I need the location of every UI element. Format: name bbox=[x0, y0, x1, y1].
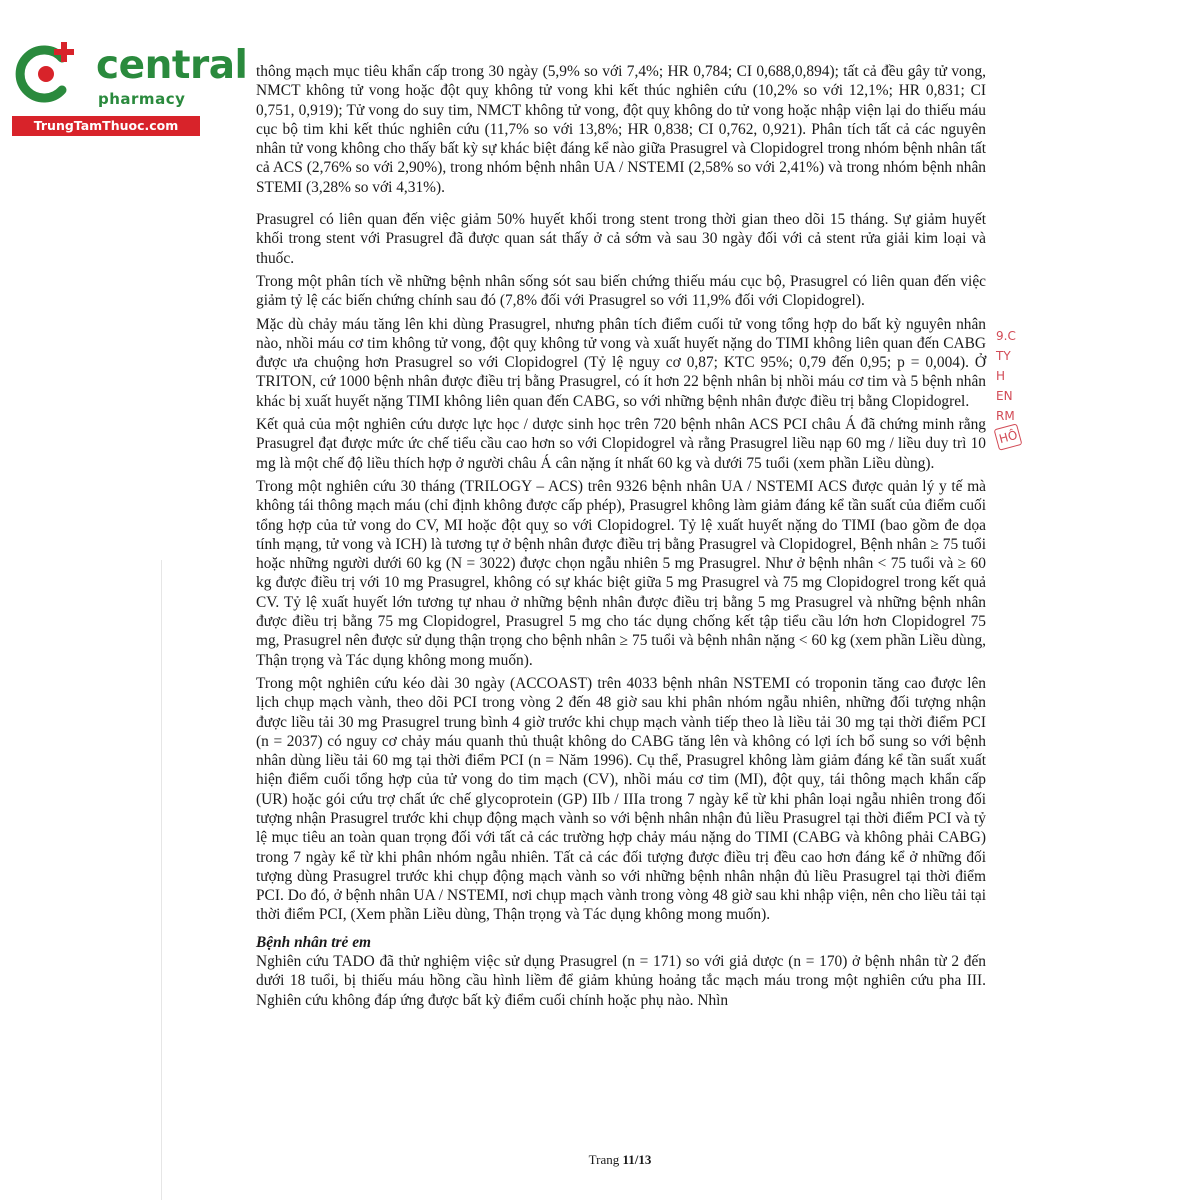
stamp-fragment: 9.C bbox=[996, 329, 1016, 343]
stamp-fragment: H bbox=[996, 369, 1006, 383]
logo-c-mark-icon bbox=[10, 38, 82, 110]
paragraph: Mặc dù chảy máu tăng lên khi dùng Prasugrel, nhưng phân tích điểm cuối tử vong tổng hợp do bất kỳ nguyên nhân nào, nhồi máu cơ tim không tử vong, đột quỵ không tử vong và xuất huyết nặng do TIMI không liên quan đến CABG được ưa chuộng hơn Prasugrel so với Clopidogrel (Tỷ lệ nguy cơ 0,87; KTC 95%; 0,79 đến 0,95; p = 0,004). Ở TRITON, cứ 1000 bệnh nhân được điều trị bằng Prasugrel, có ít hơn 22 bệnh nhân bị nhồi máu cơ tim và 5 bệnh nhân khác bị xuất huyết nặng TIMI không liên quan đến CABG, so với những bệnh nhân được điều trị bằng Clopidogrel. bbox=[256, 315, 986, 410]
paragraph: Nghiên cứu TADO đã thử nghiệm việc sử dụng Prasugrel (n = 171) so với giả dược (n = 170) ở bệnh nhân từ 2 đến dưới 18 tuổi, bị thiếu máu hồng cầu hình liềm để giảm khủng hoảng tắc mạch máu trong một nghiên cứu pha III. Nghiên cứu không đáp ứng được bất kỳ điểm cuối chính hoặc phụ nào. Nhìn bbox=[256, 953, 986, 1009]
logo-wordmark: central bbox=[96, 43, 248, 88]
paragraph: Prasugrel có liên quan đến việc giảm 50% huyết khối trong stent trong thời gian theo dõi 15 tháng. Sự giảm huyết khối trong stent với Prasugrel đã được quan sát thấy ở cả sớm và sau 30 ngày đối với cả stent rửa giải kim loại và thuốc. bbox=[256, 211, 986, 267]
section-heading: Bệnh nhân trẻ em bbox=[256, 933, 372, 951]
paragraph: Trong một nghiên cứu kéo dài 30 ngày (ACCOAST) trên 4033 bệnh nhân NSTEMI có troponin tăng cao được lên lịch chụp mạch vành, theo dõi PCI trong vòng 2 đến 48 giờ sau khi phân nhóm ngẫu nhiên, những đối tượng nhận được liều tải 30 mg Prasugrel trung bình 4 giờ trước khi chụp mạch vành tiếp theo là liều tải 30 mg tại thời điểm PCI (n = 2037) có nguy cơ chảy máu quanh thủ thuật không do CABG tăng lên và không có lợi ích bổ sung so với bệnh nhân dùng liều tải 60 mg tại thời điểm PCI (n = Năm 1996). Cụ thể, Prasugrel không làm giảm đáng kể tần suất xuất hiện điểm cuối tổng hợp của tử vong do tim mạch (CV), nhồi máu cơ tim (MI), đột quỵ, tái thông mạch khẩn cấp (UR) hoặc gói cứu trợ chất ức chế glycoprotein (GP) IIb / IIIa trong 7 ngày kể từ khi phân loại ngẫu nhiên trong đối tượng nhận Prasugrel trước khi chụp động mạch vành so với bệnh nhân nhận đủ liều Prasugrel tại thời điểm PCI và tỷ lệ mục tiêu an toàn quan trọng đối với tất cả các trường hợp chảy máu nặng do TIMI (CABG và không phải CABG) trong 7 ngày kể từ khi phân nhóm ngẫu nhiên. Tất cả các đối tượng được điều trị đều cao hơn đáng kể ở những đối tượng dùng Prasugrel trước khi chụp động mạch vành so với những bệnh nhân nhận đủ liều Prasugrel tại thời điểm PCI. Do đó, ở bệnh nhân UA / NSTEMI, nơi chụp mạch vành trong vòng 48 giờ sau khi nhập viện, nên cho liều tải tại thời điểm PCI, (Xem phần Liều dùng, Thận trọng và Tác dụng không mong muốn). bbox=[256, 674, 986, 924]
page-label: Trang bbox=[588, 1152, 623, 1167]
red-stamp bbox=[996, 326, 1030, 496]
page-number: 11/13 bbox=[622, 1152, 652, 1167]
stamp-fragment: RM bbox=[996, 409, 1015, 423]
page-footer bbox=[0, 1152, 1200, 1168]
paragraph: thông mạch mục tiêu khẩn cấp trong 30 ngày (5,9% so với 7,4%; HR 0,784; CI 0,688,0,894); tất cả đều gây tử vong, NMCT không tử vong hoặc đột quỵ không tử vong khi kết thúc nghiên cứu (10,2% so với 12,1%; HR 0,831; CI 0,751, 0,919); Tử vong do suy tim, NMCT không tử vong, đột quỵ không do tử vong hoặc nhập viện lại do thiếu máu cục bộ tim khi kết thúc nghiên cứu (11,7% so với 13,8%; HR 0,838; CI 0,762, 0,921). Phân tích tất cả các nguyên nhân tử vong không cho thấy bất kỳ sự khác biệt đáng kể nào giữa Prasugrel và Clopidogrel trong nhóm bệnh nhân tất cả ACS (2,76% so với 2,90%), trong nhóm bệnh nhân UA / NSTEMI (2,58% so với 2,41%) và trong nhóm bệnh nhân STEMI (3,28% so với 4,31%). bbox=[256, 63, 986, 196]
logo-website-banner: TrungTamThuoc.com bbox=[12, 116, 200, 136]
stamp-fragment: TY bbox=[996, 349, 1011, 363]
logo-subtitle: pharmacy bbox=[98, 90, 186, 108]
central-pharmacy-logo bbox=[10, 38, 248, 138]
scan-edge-line bbox=[161, 560, 162, 1200]
paragraph: Trong một phân tích về những bệnh nhân sống sót sau biến chứng thiếu máu cục bộ, Prasugrel có liên quan đến việc giảm tỷ lệ các biến chứng chính sau đó (7,8% đối với Prasugrel so với 11,9% đối với Clopidogrel). bbox=[256, 272, 986, 310]
stamp-fragment: EN bbox=[996, 389, 1013, 403]
document-body bbox=[256, 62, 986, 1014]
paragraph: Kết quả của một nghiên cứu dược lực học / dược sinh học trên 720 bệnh nhân ACS PCI châu Á đã chứng minh rằng Prasugrel đạt được mức ức chế tiểu cầu cao hơn so với Clopidogrel và rằng Prasugrel liều nạp 60 mg / liều duy trì 10 mg là một chế độ liều thích hợp ở người châu Á cân nặng ít nhất 60 kg và dưới 75 tuổi (xem phần Liều dùng). bbox=[256, 416, 986, 472]
stamp-fragment: HÔ bbox=[994, 423, 1023, 451]
paragraph: Trong một nghiên cứu 30 tháng (TRILOGY – ACS) trên 9326 bệnh nhân UA / NSTEMI ACS được quản lý y tế mà không tái thông mạch máu (chỉ định không được cấp phép), Prasugrel không làm giảm đáng kể tần suất của điểm cuối tổng hợp của tử vong do CV, MI hoặc đột quỵ so với Clopidogrel. Tỷ lệ xuất huyết nặng do TIMI (bao gồm đe dọa tính mạng, tử vong và ICH) là tương tự ở bệnh nhân được điều trị bằng Prasugrel và Clopidogrel, Bệnh nhân ≥ 75 tuổi hoặc những người dưới 60 kg (N = 3022) được chọn ngẫu nhiên 5 mg Prasugrel. Như ở bệnh nhân < 75 tuổi và ≥ 60 kg được điều trị với 10 mg Prasugrel, không có sự khác biệt giữa 5 mg Prasugrel và 75 mg Clopidogrel trong kết quả CV. Tỷ lệ xuất huyết lớn tương tự nhau ở những bệnh nhân được điều trị bằng 5 mg Prasugrel và những bệnh nhân được điều trị bằng 75 mg Clopidogrel, Prasugrel 5 mg cho tác dụng chống kết tập tiểu cầu lớn hơn Clopidogrel 75 mg, Prasugrel nên được sử dụng thận trọng cho bệnh nhân ≥ 75 tuổi và bệnh nhân nặng < 60 kg (xem phần Liều dùng, Thận trọng và Tác dụng không mong muốn). bbox=[256, 477, 986, 669]
